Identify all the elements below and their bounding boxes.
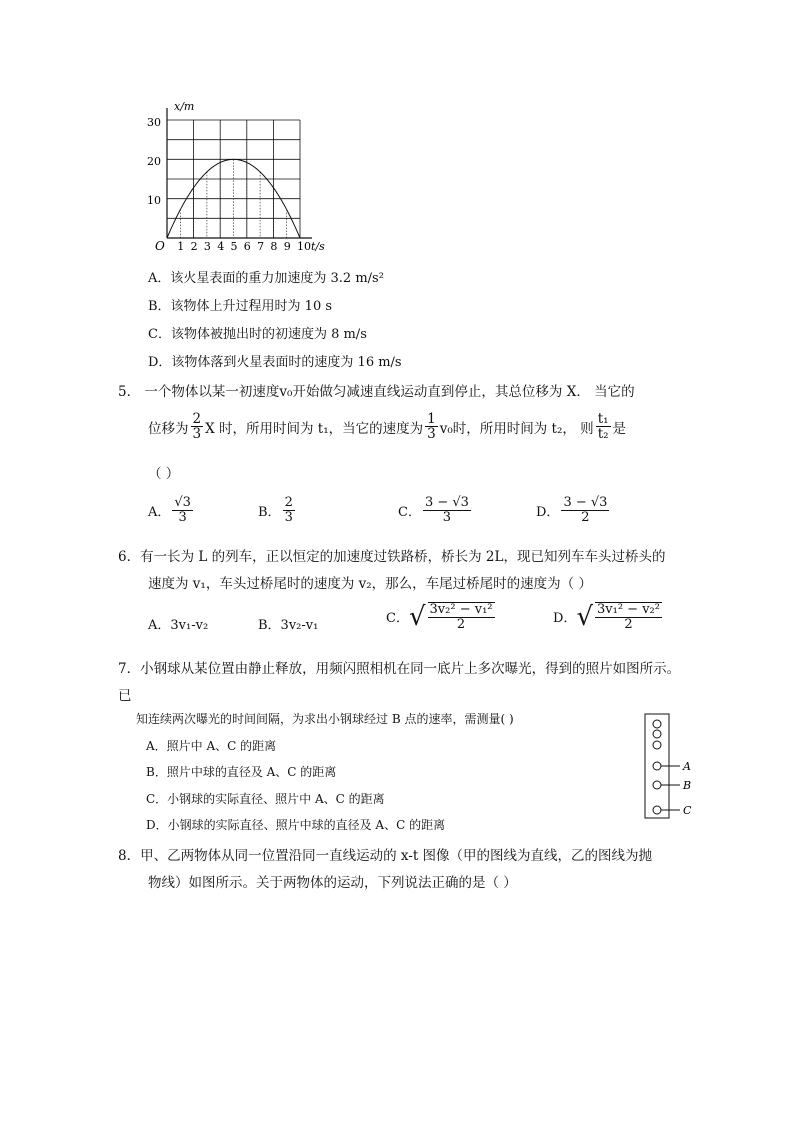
x-tick-2: 2 [190,240,198,253]
q7-option-c: C．小钢球的实际直径、照片中 A、C 的距离 [146,792,385,806]
q5-option-d: D． $\frac{3 - √3}{2}$ [536,495,608,525]
label-b: B [683,779,692,792]
chart-origin: O [155,239,165,253]
ball-b [653,781,661,789]
q5-fraction-2-3: $\frac{2}{3}$ [192,411,202,443]
q7-line1: 7．小钢球从某位置由静止释放，用频闪照相机在同一底片上多次曝光，得到的照片如图所示。 [118,661,681,677]
label-a: A [683,760,691,773]
q4-option-d: D．该物体落到火星表面时的速度为 16 m/s [148,355,402,370]
y-tick-30: 30 [147,116,161,129]
q5-paren: （ ） [148,466,180,482]
q8-line1: 8．甲、乙两物体从同一位置沿同一直线运动的 x-t 图像（甲的图线为直线，乙的图线为抛 [118,848,653,864]
q5-option-b: B． $\frac{2}{3}$ [258,495,293,525]
q5-line1: 5． 一个物体以某一初速度v₀开始做匀减速直线运动直到停止，其总位移为 X． 当它的 [118,384,635,400]
q6-option-b: B．3v₂-v₁ [258,618,319,633]
ball-3 [653,741,661,749]
ball-a [653,762,661,770]
label-c: C [683,804,692,817]
x-tick-9: 9 [283,240,291,253]
q7-option-a: A．照片中 A、C 的距离 [146,739,277,753]
x-tick-5: 5 [230,240,238,253]
q6-option-d: D． √ $\frac{\text{3v₁² − v₂²}}{2}$ [553,601,660,632]
x-tick-labels [177,240,311,253]
ball-1 [653,720,661,728]
q6-option-a: A．3v₁-v₂ [148,618,209,633]
x-tick-4: 4 [217,240,225,253]
q7-line2: 知连续两次曝光的时间间隔，为求出小钢球经过 B 点的速率，需测量( ) [136,712,514,726]
q4-option-a: A．该火星表面的重力加速度为 3.2 m/s² [148,271,384,286]
ball-c [653,806,661,814]
q7-line1-continued: 已 [118,688,132,704]
ball-2 [653,730,661,738]
q4-option-b: B．该物体上升过程用时为 10 s [148,299,333,314]
q5-fraction-1-3: $\frac{1}{3}$ [427,411,436,443]
q5-line2: 位移为 $\frac{2}{3}$ X 时，所用时间为 t₁，当它的速度为 $\frac{1}{3}$ v₀时，所用时间为 t₂， 则 $\frac{\text{t₁}}{\text{t₂}}$ 是 [148,411,627,443]
q5-option-c: C． $\frac{3 - √3}{3}$ [398,495,469,525]
strobe-photo-figure [640,712,710,822]
x-tick-3: 3 [203,240,211,253]
y-tick-20: 20 [147,155,161,168]
q7-option-b: B．照片中球的直径及 A、C 的距离 [146,765,337,779]
q5-option-a: A． $\frac{√3}{3}$ [148,495,191,525]
x-tick-1: 1 [177,240,185,253]
x-tick-7: 7 [257,240,265,253]
x-tick-8: 8 [270,240,278,253]
y-axis-label: x/m [174,100,195,113]
x-tick-6: 6 [243,240,251,253]
position-time-chart [145,98,335,258]
q7-option-d: D．小钢球的实际直径、照片中球的直径及 A、C 的距离 [146,818,446,832]
q5-fraction-t1-t2: $\frac{\text{t₁}}{\text{t₂}}$ [597,411,609,443]
q4-option-c: C．该物体被抛出时的初速度为 8 m/s [148,327,367,342]
x-axis-label: t/s [311,240,325,253]
q8-line2: 物线）如图所示。关于两物体的运动，下列说法正确的是（ ） [148,875,517,891]
x-tick-10: 10 [297,240,311,253]
q6-line1: 6．有一长为 L 的列车，正以恒定的加速度过铁路桥，桥长为 2L，现已知列车车头过桥头的 [118,549,666,565]
q6-option-c: C． √ $\frac{\text{3v₂² − v₁²}}{2}$ [386,601,493,632]
y-tick-10: 10 [147,194,161,207]
q6-line2: 速度为 v₁，车头过桥尾时的速度为 v₂，那么，车尾过桥尾时的速度为（ ） [148,576,592,592]
chart-grid [167,108,312,238]
